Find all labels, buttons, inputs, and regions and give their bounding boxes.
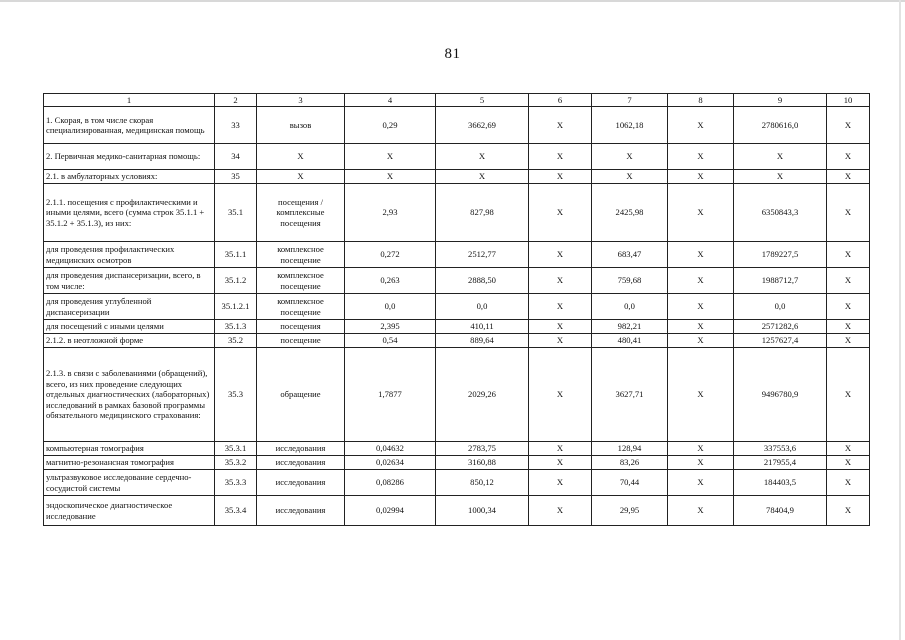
table-cell: X bbox=[668, 442, 734, 456]
table-cell: 0,0 bbox=[345, 294, 436, 320]
table-cell: комплексное посещение bbox=[257, 268, 345, 294]
table-cell: X bbox=[827, 496, 870, 526]
table-cell: 2512,77 bbox=[436, 242, 529, 268]
table-cell: 0,0 bbox=[436, 294, 529, 320]
table-row bbox=[44, 348, 870, 442]
table-row bbox=[44, 268, 870, 294]
table-cell: 35.3.2 bbox=[215, 456, 257, 470]
table-cell: X bbox=[668, 144, 734, 170]
table-cell: X bbox=[529, 442, 592, 456]
table-cell: 6350843,3 bbox=[734, 184, 827, 242]
table-cell: 2780616,0 bbox=[734, 107, 827, 144]
table-cell: 128,94 bbox=[592, 442, 668, 456]
row-name-cell: 2.1. в амбулаторных условиях: bbox=[44, 170, 215, 184]
table-cell: 1988712,7 bbox=[734, 268, 827, 294]
table-cell: 34 bbox=[215, 144, 257, 170]
table-cell: 35.2 bbox=[215, 334, 257, 348]
table-cell: 410,11 bbox=[436, 320, 529, 334]
table-cell: X bbox=[668, 268, 734, 294]
table-cell: 35.1.2 bbox=[215, 268, 257, 294]
table-cell: X bbox=[827, 184, 870, 242]
table-cell: X bbox=[668, 242, 734, 268]
page-edge-right bbox=[899, 0, 901, 640]
table-cell: X bbox=[529, 242, 592, 268]
page-edge-top bbox=[0, 0, 905, 2]
table-cell: X bbox=[668, 470, 734, 496]
row-name-cell: компьютерная томография bbox=[44, 442, 215, 456]
table-row bbox=[44, 107, 870, 144]
table-row bbox=[44, 334, 870, 348]
row-name-cell: 1. Скорая, в том числе скорая специализированная, медицинская помощь bbox=[44, 107, 215, 144]
table-cell: 35.1.3 bbox=[215, 320, 257, 334]
header-cell: 10 bbox=[827, 94, 870, 107]
row-name-cell: магнитно-резонансная томография bbox=[44, 456, 215, 470]
row-name-cell: 2.1.1. посещения с профилактическими и иными целями, всего (сумма строк 35.1.1 + 35.1.2 + 35.1.3), из них: bbox=[44, 184, 215, 242]
table-cell: 9496780,9 bbox=[734, 348, 827, 442]
row-name-cell: для проведения профилактических медицинских осмотров bbox=[44, 242, 215, 268]
table-cell: 889,64 bbox=[436, 334, 529, 348]
table-row bbox=[44, 242, 870, 268]
table-cell: X bbox=[668, 348, 734, 442]
header-cell: 6 bbox=[529, 94, 592, 107]
header-cell: 5 bbox=[436, 94, 529, 107]
table-cell: посещения / комплексные посещения bbox=[257, 184, 345, 242]
table-cell: посещения bbox=[257, 320, 345, 334]
table-cell: 2,93 bbox=[345, 184, 436, 242]
table-cell: X bbox=[345, 144, 436, 170]
table-cell: X bbox=[592, 144, 668, 170]
table-cell: X bbox=[529, 456, 592, 470]
table-cell: X bbox=[827, 456, 870, 470]
table-cell: 2425,98 bbox=[592, 184, 668, 242]
table-cell: X bbox=[529, 470, 592, 496]
table-cell: 78404,9 bbox=[734, 496, 827, 526]
table-cell: вызов bbox=[257, 107, 345, 144]
row-name-cell: эндоскопическое диагностическое исследование bbox=[44, 496, 215, 526]
data-table bbox=[43, 93, 870, 526]
table-row bbox=[44, 294, 870, 320]
table-cell: 35.1 bbox=[215, 184, 257, 242]
table-cell: 480,41 bbox=[592, 334, 668, 348]
table-cell: X bbox=[529, 348, 592, 442]
header-cell: 4 bbox=[345, 94, 436, 107]
table-cell: X bbox=[668, 496, 734, 526]
table-cell: X bbox=[436, 170, 529, 184]
table-cell: 29,95 bbox=[592, 496, 668, 526]
table-cell: X bbox=[529, 294, 592, 320]
row-name-cell: для посещений с иными целями bbox=[44, 320, 215, 334]
table-cell: X bbox=[827, 107, 870, 144]
table-cell: 0,08286 bbox=[345, 470, 436, 496]
table-cell: 0,0 bbox=[734, 294, 827, 320]
row-name-cell: ультразвуковое исследование сердечно-сосудистой системы bbox=[44, 470, 215, 496]
header-cell: 1 bbox=[44, 94, 215, 107]
table-cell: 35 bbox=[215, 170, 257, 184]
row-name-cell: 2.1.2. в неотложной форме bbox=[44, 334, 215, 348]
row-name-cell: 2.1.3. в связи с заболеваниями (обращений), всего, из них проведение следующих отдельных диагностических (лабораторных) исследований в рамках базовой программы обязательного медицинского страхования: bbox=[44, 348, 215, 442]
table-cell: X bbox=[257, 144, 345, 170]
table-cell: 2,395 bbox=[345, 320, 436, 334]
table-cell: 337553,6 bbox=[734, 442, 827, 456]
table-cell: X bbox=[827, 242, 870, 268]
table-cell: 0,02634 bbox=[345, 456, 436, 470]
table-cell: 1,7877 bbox=[345, 348, 436, 442]
table-cell: X bbox=[668, 170, 734, 184]
table-cell: X bbox=[827, 170, 870, 184]
table-cell: X bbox=[827, 348, 870, 442]
table-cell: комплексное посещение bbox=[257, 294, 345, 320]
table-cell: 3662,69 bbox=[436, 107, 529, 144]
table-cell: X bbox=[827, 268, 870, 294]
table-cell: X bbox=[734, 170, 827, 184]
table-cell: X bbox=[529, 170, 592, 184]
table-cell: 2571282,6 bbox=[734, 320, 827, 334]
table-cell: X bbox=[668, 320, 734, 334]
header-cell: 8 bbox=[668, 94, 734, 107]
table-cell: X bbox=[668, 184, 734, 242]
table-cell: 35.1.2.1 bbox=[215, 294, 257, 320]
table-cell: X bbox=[529, 184, 592, 242]
table-cell: 35.1.1 bbox=[215, 242, 257, 268]
table-cell: 0,02994 bbox=[345, 496, 436, 526]
table-row bbox=[44, 320, 870, 334]
table-cell: 0,272 bbox=[345, 242, 436, 268]
table-cell: исследования bbox=[257, 470, 345, 496]
table-cell: обращение bbox=[257, 348, 345, 442]
table-cell: 3160,88 bbox=[436, 456, 529, 470]
table-cell: 35.3.3 bbox=[215, 470, 257, 496]
table-cell: X bbox=[668, 456, 734, 470]
table-row bbox=[44, 144, 870, 170]
header-cell: 2 bbox=[215, 94, 257, 107]
table-cell: X bbox=[436, 144, 529, 170]
table-cell: 3627,71 bbox=[592, 348, 668, 442]
table-cell: X bbox=[827, 334, 870, 348]
table-cell: 33 bbox=[215, 107, 257, 144]
table-cell: X bbox=[529, 107, 592, 144]
table-cell: 1257627,4 bbox=[734, 334, 827, 348]
table-cell: посещение bbox=[257, 334, 345, 348]
header-cell: 9 bbox=[734, 94, 827, 107]
table-cell: 2783,75 bbox=[436, 442, 529, 456]
table-cell: X bbox=[827, 320, 870, 334]
table-row bbox=[44, 496, 870, 526]
table-cell: 70,44 bbox=[592, 470, 668, 496]
table-row bbox=[44, 170, 870, 184]
table-cell: 1062,18 bbox=[592, 107, 668, 144]
table-cell: X bbox=[827, 144, 870, 170]
table-cell: 850,12 bbox=[436, 470, 529, 496]
table-cell: 2888,50 bbox=[436, 268, 529, 294]
table-cell: 35.3.4 bbox=[215, 496, 257, 526]
table-cell: 1789227,5 bbox=[734, 242, 827, 268]
table-cell: X bbox=[345, 170, 436, 184]
table-cell: 0,29 bbox=[345, 107, 436, 144]
table-cell: X bbox=[668, 294, 734, 320]
table-cell: исследования bbox=[257, 496, 345, 526]
table-cell: X bbox=[827, 470, 870, 496]
table-cell: X bbox=[592, 170, 668, 184]
table-cell: исследования bbox=[257, 442, 345, 456]
table-cell: исследования bbox=[257, 456, 345, 470]
table-cell: 217955,4 bbox=[734, 456, 827, 470]
table-cell: 1000,34 bbox=[436, 496, 529, 526]
table-cell: комплексное посещение bbox=[257, 242, 345, 268]
table-cell: 35.3.1 bbox=[215, 442, 257, 456]
table-cell: X bbox=[827, 294, 870, 320]
table-cell: 83,26 bbox=[592, 456, 668, 470]
table-row bbox=[44, 456, 870, 470]
row-name-cell: для проведения углубленной диспансеризации bbox=[44, 294, 215, 320]
table-cell: 2029,26 bbox=[436, 348, 529, 442]
table-cell: 683,47 bbox=[592, 242, 668, 268]
table-cell: 827,98 bbox=[436, 184, 529, 242]
row-name-cell: 2. Первичная медико-санитарная помощь: bbox=[44, 144, 215, 170]
table-cell: 0,0 bbox=[592, 294, 668, 320]
table-cell: X bbox=[529, 496, 592, 526]
table-cell: X bbox=[529, 334, 592, 348]
table-cell: X bbox=[734, 144, 827, 170]
table-cell: X bbox=[529, 144, 592, 170]
table-cell: X bbox=[668, 334, 734, 348]
table-cell: X bbox=[257, 170, 345, 184]
table-cell: 184403,5 bbox=[734, 470, 827, 496]
table-cell: 0,04632 bbox=[345, 442, 436, 456]
table-cell: X bbox=[529, 268, 592, 294]
table-cell: 759,68 bbox=[592, 268, 668, 294]
table-cell: 0,54 bbox=[345, 334, 436, 348]
table-row bbox=[44, 184, 870, 242]
row-name-cell: для проведения диспансеризации, всего, в том числе: bbox=[44, 268, 215, 294]
table-cell: X bbox=[827, 442, 870, 456]
table-cell: 982,21 bbox=[592, 320, 668, 334]
table-cell: X bbox=[529, 320, 592, 334]
header-cell: 3 bbox=[257, 94, 345, 107]
header-cell: 7 bbox=[592, 94, 668, 107]
page-number: 81 bbox=[444, 46, 461, 62]
table-cell: 35.3 bbox=[215, 348, 257, 442]
table-cell: 0,263 bbox=[345, 268, 436, 294]
table-row bbox=[44, 470, 870, 496]
table-row bbox=[44, 442, 870, 456]
table-cell: X bbox=[668, 107, 734, 144]
table-header-row bbox=[44, 94, 870, 107]
